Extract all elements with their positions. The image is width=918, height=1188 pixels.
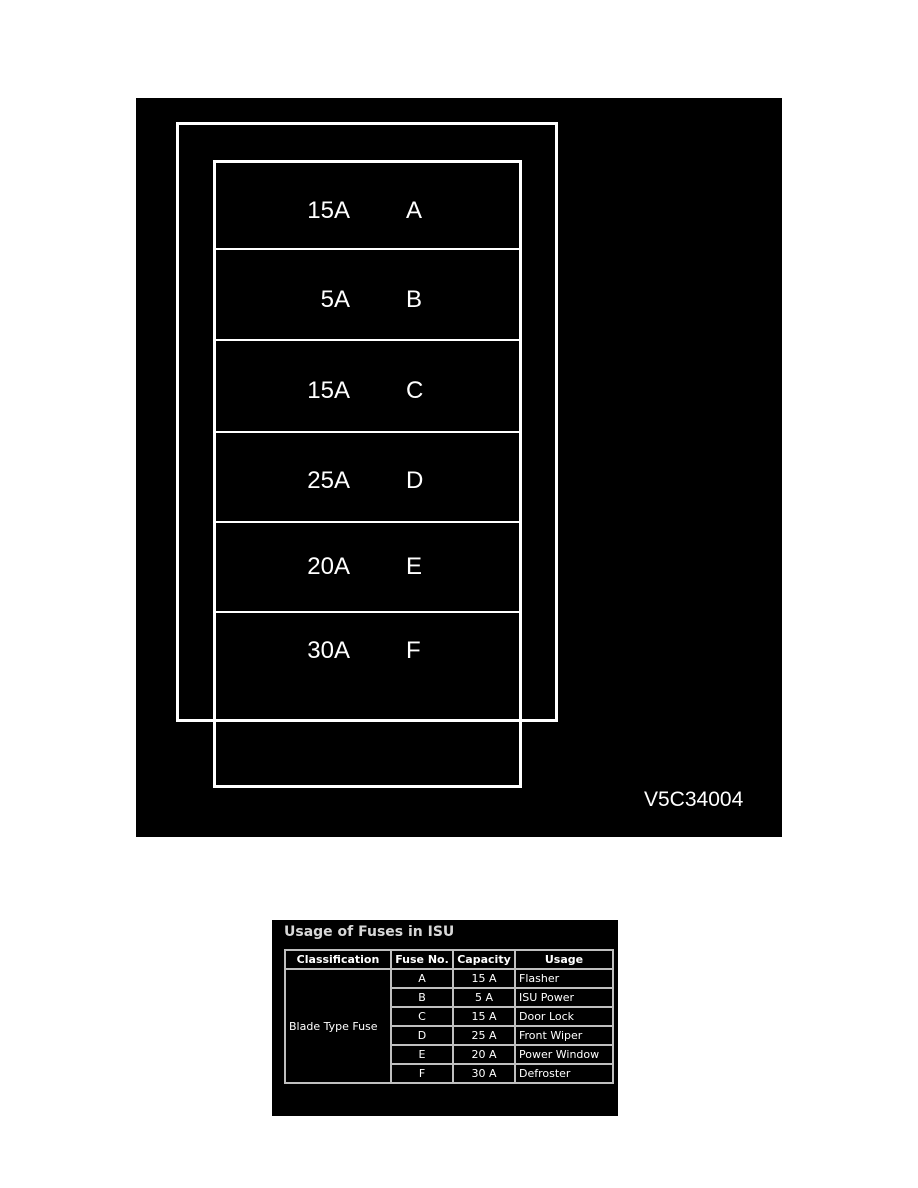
header-fuse-no: Fuse No. [391, 950, 453, 969]
fuse-amperage: 15A [307, 197, 350, 224]
header-usage: Usage [515, 950, 613, 969]
fuse-letter: C [406, 377, 424, 404]
fuse-no-cell: D [391, 1026, 453, 1045]
capacity-cell: 15 A [453, 969, 515, 988]
table-row [285, 969, 613, 988]
classification-cell: Blade Type Fuse [285, 969, 391, 1083]
fuse-letter: D [406, 467, 424, 494]
capacity-cell: 30 A [453, 1064, 515, 1083]
capacity-cell: 5 A [453, 988, 515, 1007]
fuse-letter: E [406, 553, 423, 580]
usage-cell: Flasher [515, 969, 613, 988]
fuse-usage-table [284, 949, 614, 1084]
header-capacity: Capacity [453, 950, 515, 969]
fuse-letter: F [406, 637, 421, 664]
usage-cell: Defroster [515, 1064, 613, 1083]
fuse-block [213, 160, 522, 788]
fuse-amperage: 30A [307, 637, 350, 664]
fuse-no-cell: E [391, 1045, 453, 1064]
fuse-amperage: 15A [307, 377, 350, 404]
fuse-no-cell: B [391, 988, 453, 1007]
fuse-usage-panel [272, 920, 618, 1116]
capacity-cell: 15 A [453, 1007, 515, 1026]
table-header-row [285, 950, 613, 969]
fuse-amperage: 5A [320, 286, 350, 313]
fuse-slot [216, 163, 519, 250]
usage-cell: Front Wiper [515, 1026, 613, 1045]
fuse-no-cell: F [391, 1064, 453, 1083]
fuse-slot [216, 433, 519, 523]
fuse-no-cell: A [391, 969, 453, 988]
table-body [285, 969, 613, 1083]
usage-cell: Power Window [515, 1045, 613, 1064]
usage-cell: Door Lock [515, 1007, 613, 1026]
capacity-cell: 20 A [453, 1045, 515, 1064]
usage-cell: ISU Power [515, 988, 613, 1007]
fuse-letter: A [406, 197, 423, 224]
fuse-slot [216, 523, 519, 613]
fuse-slot [216, 613, 519, 685]
table-title: Usage of Fuses in ISU [284, 924, 455, 940]
fuse-letter: B [406, 286, 423, 313]
fuse-no-cell: C [391, 1007, 453, 1026]
header-classification: Classification [285, 950, 391, 969]
fuse-amperage: 25A [307, 467, 350, 494]
diagram-code: V5C34004 [644, 788, 744, 811]
fuse-slot [216, 341, 519, 433]
fuse-slot [216, 250, 519, 341]
fuse-amperage: 20A [307, 553, 350, 580]
capacity-cell: 25 A [453, 1026, 515, 1045]
fuse-box-diagram [136, 98, 782, 837]
